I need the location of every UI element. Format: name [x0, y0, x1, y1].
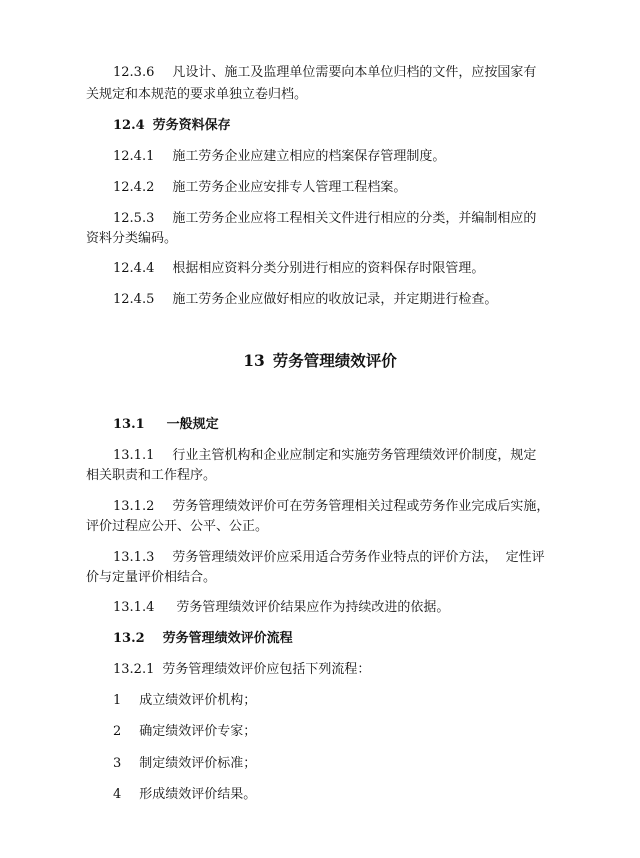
- clause-number: 13.1.4: [113, 600, 155, 615]
- clause-13-1-3-cont: [86, 568, 566, 588]
- chapter-number: 13: [243, 351, 265, 370]
- clause-text: 劳务管理绩效评价应包括下列流程：: [162, 662, 371, 677]
- clause-number: 13.2.1: [113, 662, 155, 677]
- clause-number: 13.1.2: [113, 499, 155, 514]
- list-item-text: 制定绩效评价标准；: [139, 756, 257, 771]
- clause-12-5-3-cont: [86, 229, 566, 249]
- clause-12-3-6: [113, 63, 566, 83]
- clause-number: 12.4.1: [113, 149, 155, 164]
- list-item-number: 1: [113, 693, 122, 708]
- clause-13-1-2-cont: [86, 517, 566, 537]
- clause-number: 12.4.2: [113, 180, 155, 195]
- clause-13-1-2: [113, 497, 566, 517]
- clause-number: 13.1.1: [113, 448, 155, 463]
- clause-12-4-5: [113, 290, 566, 310]
- list-item-number: 4: [113, 787, 122, 802]
- clause-text: 价与定量评价相结合。: [86, 570, 217, 585]
- clause-text: 关规定和本规范的要求单独立卷归档。: [86, 87, 308, 102]
- clause-13-2-1: [113, 660, 566, 680]
- list-item-3: [113, 754, 566, 774]
- chapter-title: 劳务管理绩效评价: [272, 351, 397, 370]
- chapter-heading-13: [0, 350, 640, 372]
- list-item-1: [113, 691, 566, 711]
- clause-13-1-3: [113, 548, 566, 568]
- clause-12-3-6-cont: [86, 85, 566, 105]
- section-heading-13-2: [113, 629, 566, 649]
- clause-13-1-1: [113, 446, 566, 466]
- section-number: 12.4: [113, 118, 145, 133]
- clause-text: 评价过程应公开、公平、公正。: [86, 519, 269, 534]
- clause-number: 12.4.4: [113, 261, 155, 276]
- section-number: 13.2: [113, 631, 145, 646]
- clause-text: 施工劳务企业应将工程相关文件进行相应的分类，并编制相应的: [172, 211, 537, 226]
- clause-text: 行业主管机构和企业应制定和实施劳务管理绩效评价制度，规定: [172, 448, 537, 463]
- clause-text: 施工劳务企业应建立相应的档案保存管理制度。: [172, 149, 446, 164]
- clause-13-1-4: [113, 598, 566, 618]
- section-number: 13.1: [113, 417, 145, 432]
- list-item-text: 确定绩效评价专家；: [139, 724, 257, 739]
- clause-text: 施工劳务企业应做好相应的收放记录，并定期进行检查。: [172, 292, 498, 307]
- clause-text: 劳务管理绩效评价可在劳务管理相关过程或劳务作业完成后实施，: [172, 499, 550, 514]
- clause-number: 12.5.3: [113, 211, 155, 226]
- clause-12-4-2: [113, 178, 566, 198]
- clause-text: 劳务管理绩效评价结果应作为持续改进的依据。: [176, 600, 450, 615]
- section-heading-12-4: [113, 116, 566, 136]
- clause-text: 施工劳务企业应安排专人管理工程档案。: [172, 180, 407, 195]
- clause-number: 13.1.3: [113, 550, 155, 565]
- section-heading-13-1: [113, 415, 566, 435]
- clause-number: 12.3.6: [113, 65, 155, 80]
- clause-12-4-1: [113, 147, 566, 167]
- section-title: 一般规定: [166, 417, 219, 432]
- list-item-text: 成立绩效评价机构；: [139, 693, 257, 708]
- clause-12-4-4: [113, 259, 566, 279]
- clause-text: 资料分类编码。: [86, 231, 178, 246]
- list-item-number: 3: [113, 756, 122, 771]
- section-title: 劳务资料保存: [152, 118, 231, 133]
- list-item-2: [113, 722, 566, 742]
- clause-13-1-1-cont: [86, 466, 566, 486]
- clause-text: 相关职责和工作程序。: [86, 468, 217, 483]
- clause-text: 劳务管理绩效评价应采用适合劳务作业特点的评价方法， 定性评: [172, 550, 545, 565]
- list-item-number: 2: [113, 724, 122, 739]
- list-item-text: 形成绩效评价结果。: [139, 787, 257, 802]
- clause-text: 根据相应资料分类分别进行相应的资料保存时限管理。: [172, 261, 485, 276]
- section-title: 劳务管理绩效评价流程: [162, 631, 293, 646]
- list-item-4: [113, 785, 566, 805]
- clause-number: 12.4.5: [113, 292, 155, 307]
- clause-12-5-3: [113, 209, 566, 229]
- clause-text: 凡设计、施工及监理单位需要向本单位归档的文件，应按国家有: [172, 65, 537, 80]
